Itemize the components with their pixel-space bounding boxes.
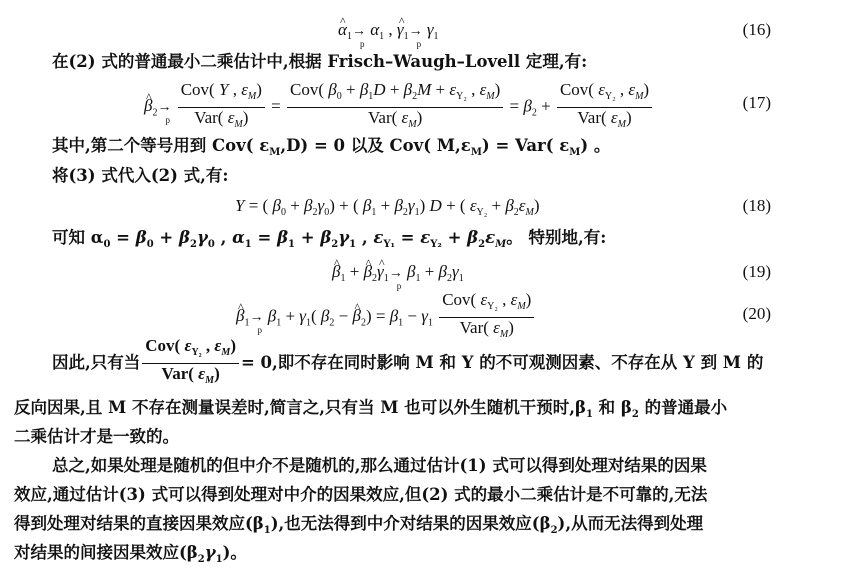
text-line-3: 将(3) 式代入(2) 式,有: — [52, 166, 229, 185]
text-line-2: 其中,第二个等号用到 Cov( $\varepsilon_M,D) = 0$ 以及 Cov( $M,\varepsilon_M) = Var$( $\varepsilon_M$) 。 — [52, 136, 611, 158]
text-line-5: 因此,只有当 $\frac{Cov( \varepsilon_{Y_2} , \varepsilon_M)}{Var( \varepsilon_M)}$ = 0,即不存在同时影响 M 和 Y 的不可观测因素、不存在从 Y 到 M 的 — [52, 336, 763, 391]
equation-20: ^ $\beta_1\to$ p $\beta_1 + \gamma_1$( $\beta_2$ − ^ $\beta_2) = \beta_1 - \gamma_1$ $\frac{Cov( \varepsilon_{Y_2} , \varepsilon_M)}{Var( \varepsilon_M)}$ — [236, 290, 536, 345]
equation-number-16: (16) — [742, 20, 771, 39]
equation-number-19: (19) — [742, 262, 771, 281]
equation-number-17: (17) — [742, 93, 771, 112]
equation-number-20: (20) — [742, 304, 771, 323]
equation-17: ^ $\beta_2\to$ p $\frac{Cov( Y , \varepsilon_M)}{Var( \varepsilon_M)}$ = $\frac{Cov( \beta_0 + \beta_1D + \beta_2M + \varepsilon_{Y_2} , \varepsilon_M)}{Var( \varepsilon_M)}$ = $\beta_2$ + $\frac{Cov( \varepsilon_{Y_2} , \varepsilon_M)}{Var( \varepsilon_M)}$ — [144, 80, 654, 135]
inline-fraction: $\frac{Cov( \varepsilon_{Y_2} , \varepsilon_M)}{Var( \varepsilon_M)}$ — [142, 336, 239, 391]
text-line-1: 在(2) 式的普通最小二乘估计中,根据 Frisch–Waugh–Lovell 定理,有: — [52, 52, 588, 71]
equation-18: Y = ( $\beta_0 + \beta_2\gamma_0$) + ( $\beta_1 + \beta_2\gamma_1$) D + ( $\varepsilon_{Y_2} + \beta_2\varepsilon_M$) — [235, 196, 540, 218]
text-line-6: 反向因果,且 M 不存在测量误差时,简言之,只有当 M 也可以外生随机干预时$,\beta_1$ 和 $\beta_2$ 的普通最小 — [14, 398, 728, 420]
equation-16: ^ $\alpha_1\to$ p $\alpha_1$ , ^ $\gamma_1\to$ p $\gamma_1$ — [338, 20, 439, 47]
text-line-8: 总之,如果处理是随机的但中介不是随机的,那么通过估计(1) 式可以得到处理对结果的因果 — [52, 456, 707, 475]
equation-number-18: (18) — [742, 196, 771, 215]
text-line-4: 可知 $\alpha_0 = \beta_0 + \beta_2\gamma_0$ , $\alpha_1 = \beta_1 + \beta_2\gamma_1$ , $\varepsilon_{Y_1} = \varepsilon_{Y_2} + \beta_2\varepsilon_M$。 特别地,有: — [52, 228, 607, 250]
text-line-7: 二乘估计才是一致的。 — [14, 427, 179, 446]
text-line-10: 得到处理对结果的直接因果效应$(\beta_1)$,也无法得到中介对结果的因果效应$(\beta_2)$,从而无法得到处理 — [14, 514, 704, 536]
text-line-9: 效应,通过估计(3) 式可以得到处理对中介的因果效应,但(2) 式的最小二乘估计是不可靠的,无法 — [14, 485, 708, 504]
equation-19: ^ $\beta_1$ + ^ $\beta_2\^{}$ $\gamma_1\to$ p $\beta_1 + \beta_2\gamma_1$ — [332, 262, 464, 289]
text-line-11: 对结果的间接因果效应$(\beta_2\gamma_1)$。 — [14, 543, 247, 565]
